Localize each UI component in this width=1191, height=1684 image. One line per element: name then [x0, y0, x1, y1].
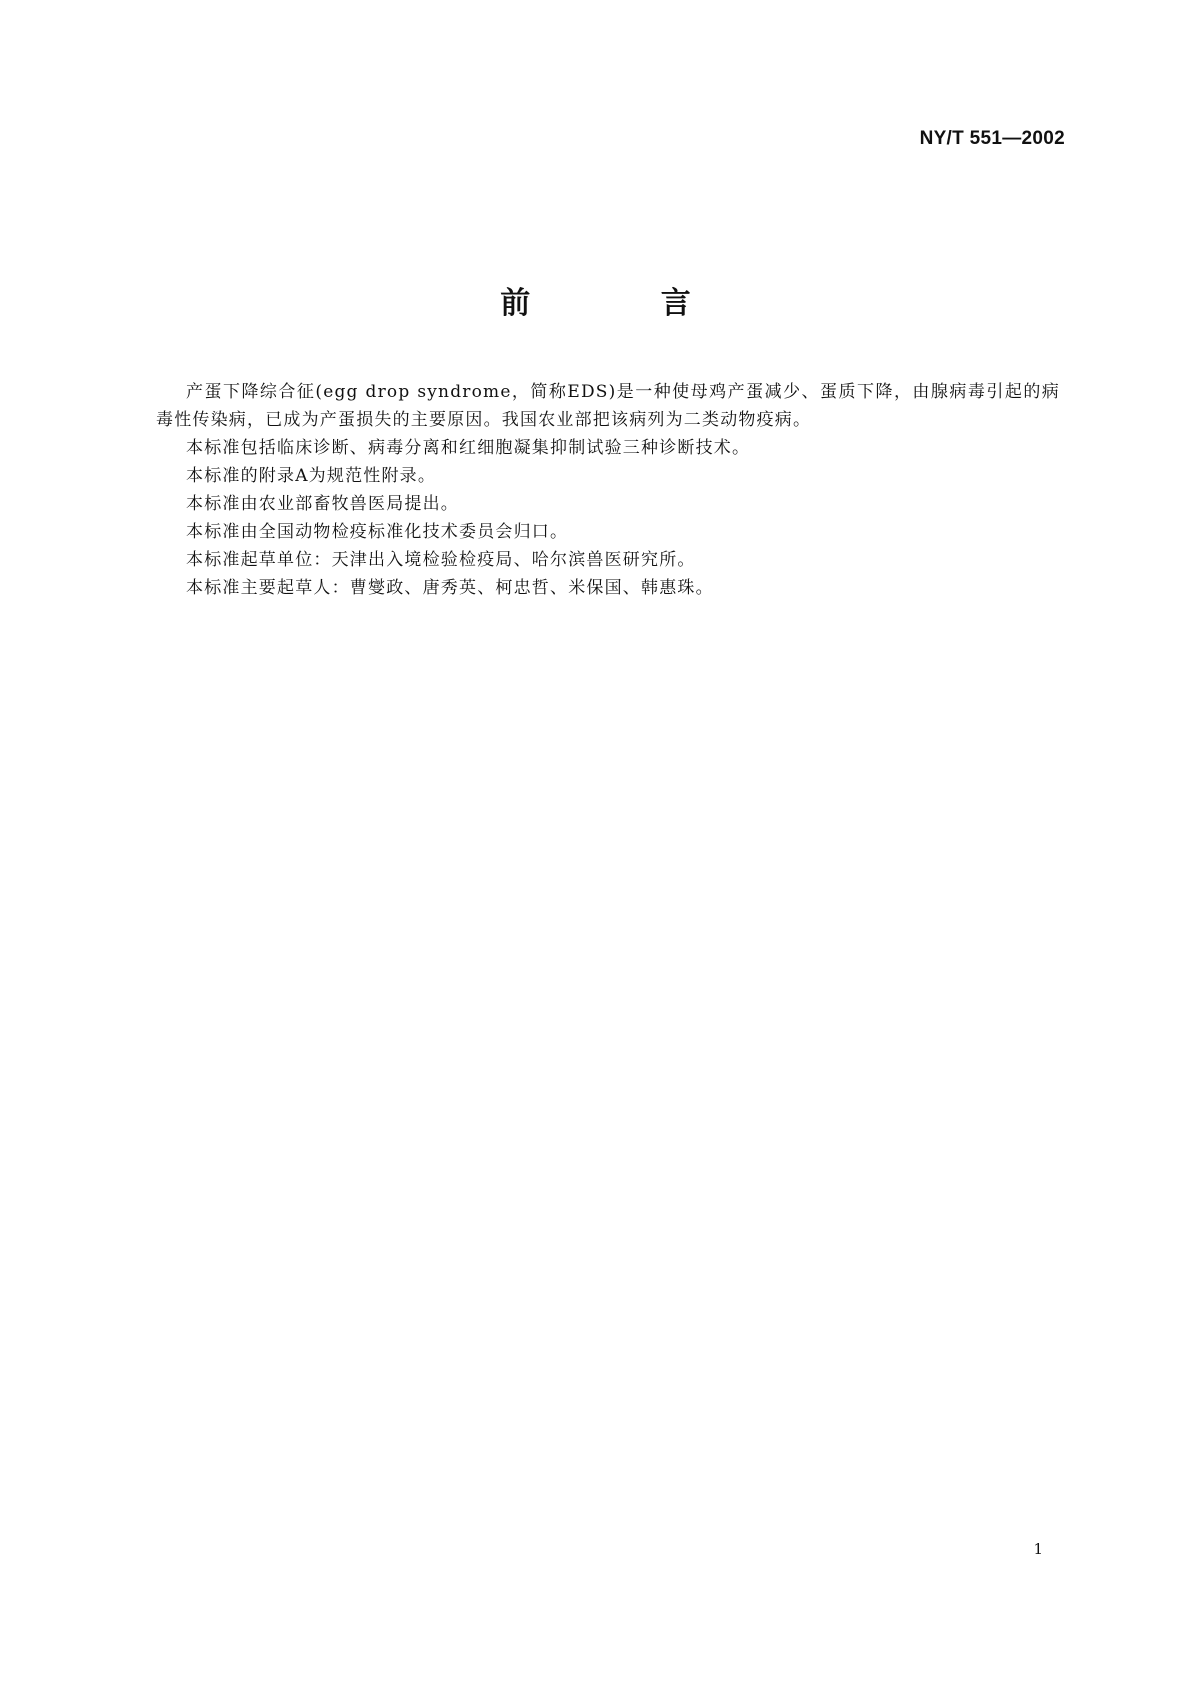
- paragraph: 产蛋下降综合征(egg drop syndrome，简称EDS)是一种使母鸡产蛋减少、蛋质下降，由腺病毒引起的病毒性传染病，已成为产蛋损失的主要原因。我国农业部把该病列为二类动物疫病。: [156, 382, 1060, 430]
- paragraph: 本标准起草单位：天津出入境检验检疫局、哈尔滨兽医研究所。: [186, 550, 696, 570]
- document-body: [156, 378, 1060, 602]
- paragraph: 本标准主要起草人：曹燮政、唐秀英、柯忠哲、米保国、韩惠珠。: [186, 578, 714, 598]
- paragraph: 本标准的附录A为规范性附录。: [186, 466, 437, 486]
- standard-code: NY/T 551—2002: [919, 128, 1065, 149]
- page-number: 1: [1033, 1540, 1043, 1558]
- paragraph: 本标准包括临床诊断、病毒分离和红细胞凝集抑制试验三种诊断技术。: [186, 438, 751, 458]
- page-title: 前 言: [500, 286, 751, 321]
- paragraph: 本标准由全国动物检疫标准化技术委员会归口。: [186, 522, 569, 542]
- paragraph: 本标准由农业部畜牧兽医局提出。: [186, 494, 459, 514]
